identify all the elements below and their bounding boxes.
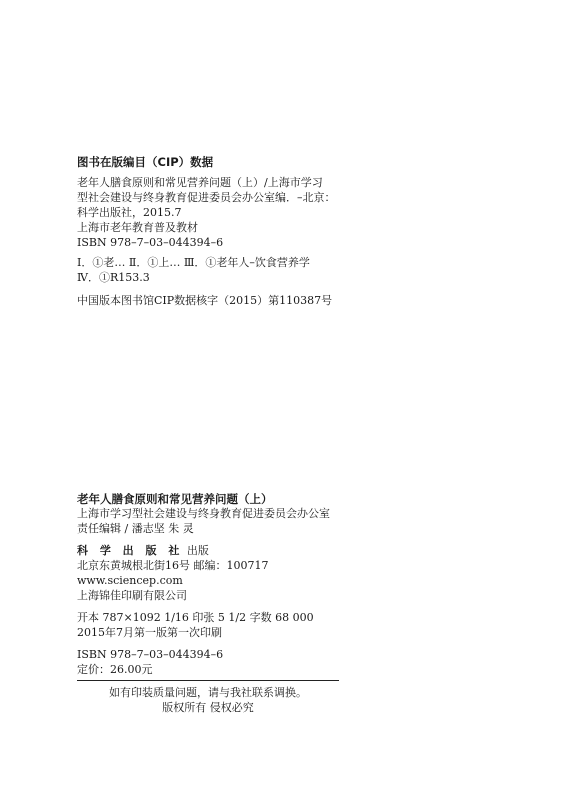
cip-line: 科学出版社，2015.7 [77,206,182,219]
cip-heading: 图书在版编目（CIP）数据 [77,155,214,169]
editor-org: 上海市学习型社会建设与终身教育促进委员会办公室 [77,507,330,520]
cip-record: 中国版本图书馆CIP数据核字（2015）第110387号 [77,294,333,307]
responsible-editors: 责任编辑 / 潘志坚 朱 灵 [77,522,194,535]
divider-rule [77,680,339,681]
cip-line: 老年人膳食原则和常见营养问题（上）/上海市学习 [77,176,323,189]
publisher-name: 科 学 出 版 社 [77,544,184,557]
cip-isbn: ISBN 978–7–03–044394–6 [77,236,224,249]
printer: 上海锦佳印刷有限公司 [77,589,187,602]
quality-notice: 如有印装质量问题，请与我社联系调换。 [109,686,307,699]
cip-line: 型社会建设与终身教育促进委员会办公室编．–北京： [77,191,336,204]
edition-info: 2015年7月第一版第一次印刷 [77,626,222,639]
cip-classification: Ⅰ．①老… Ⅱ．①上… Ⅲ．①老年人–饮食营养学 [77,256,310,269]
publisher-line [77,544,209,558]
format-info: 开本 787×1092 1/16 印张 5 1/2 字数 68 000 [77,611,314,624]
copyright-notice: 版权所有 侵权必究 [162,701,254,714]
cip-line: 上海市老年教育普及教材 [77,221,198,234]
publisher-address: 北京东黄城根北街16号 邮编：100717 [77,559,269,572]
cip-classification: Ⅳ．①R153.3 [77,271,150,284]
publisher-suffix: 出版 [186,544,209,557]
book-title: 老年人膳食原则和常见营养问题（上） [77,492,273,506]
publisher-website: www.sciencep.com [77,574,183,587]
price: 定价：26.00元 [77,663,153,676]
colophon-isbn: ISBN 978–7–03–044394–6 [77,648,224,661]
